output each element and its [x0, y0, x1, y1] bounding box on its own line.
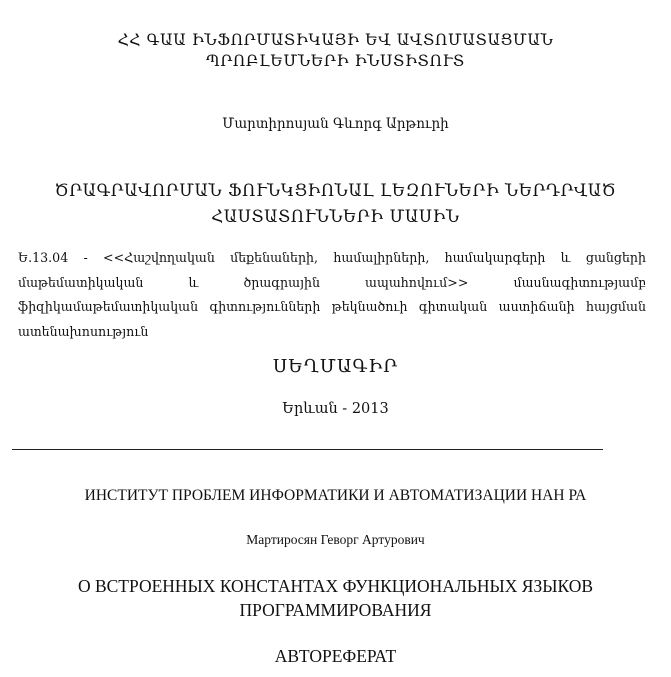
author-name-armenian: Մարտիրոսյան Գևորգ Արթուրի [222, 116, 449, 132]
title-line-1: ԾՐԱԳՐԱՎՈՐՄԱՆ ՖՈՒՆԿՑԻՈՆԱԼ ԼԵԶՈՒՆԵՐԻ ՆԵՐԴՐՎԱԾ [54, 181, 617, 200]
author-name-russian: Мартиросян Геворг Артурович [246, 532, 425, 547]
institute-name-armenian [0, 30, 671, 72]
dissertation-title-russian [0, 574, 671, 622]
institute-line-2: ՊՐՈԲԼԵՄՆԵՐԻ ԻՆՍՏԻՏՈՒՏ [206, 52, 465, 70]
title-ru-line-2: ПРОГРАММИРОВАНИЯ [239, 600, 432, 620]
title-ru-line-1: О ВСТРОЕННЫХ КОНСТАНТАХ ФУНКЦИОНАЛЬНЫХ ЯЗЫКОВ [77, 576, 594, 596]
institute-line-1: ՀՀ ԳԱԱ ԻՆՖՈՐՄԱՏԻԿԱՅԻ ԵՎ ԱՎՏՈՄԱՏԱՑՄԱՆ [117, 31, 554, 49]
city-year: Երևան - 2013 [282, 401, 389, 417]
section-divider [12, 449, 603, 450]
institute-name-russian: ИНСТИТУТ ПРОБЛЕМ ИНФОРМАТИКИ И АВТОМАТИЗАЦИИ НАН РА [84, 487, 587, 504]
specialty-description: Ե.13.04 - <<Հաշվողական մեքենաների, համալիրների, համակարգերի և ցանցերի մաթեմատիկական և ծրագրային ապահովում>> մասնագիտությամբ ֆիզիկամաթեմատիկական գիտությունների թեկնածուի գիտական աստիճանի հայցման ատենախոսություն [18, 250, 646, 339]
title-line-2: ՀԱՍՏԱՏՈՒՆՆԵՐԻ ՄԱՍԻՆ [211, 207, 460, 226]
abstract-label-russian: АВТОРЕФЕРАТ [274, 646, 397, 666]
abstract-label-armenian: ՍԵՂՄԱԳԻՐ [272, 356, 399, 377]
dissertation-title-armenian [0, 178, 671, 230]
